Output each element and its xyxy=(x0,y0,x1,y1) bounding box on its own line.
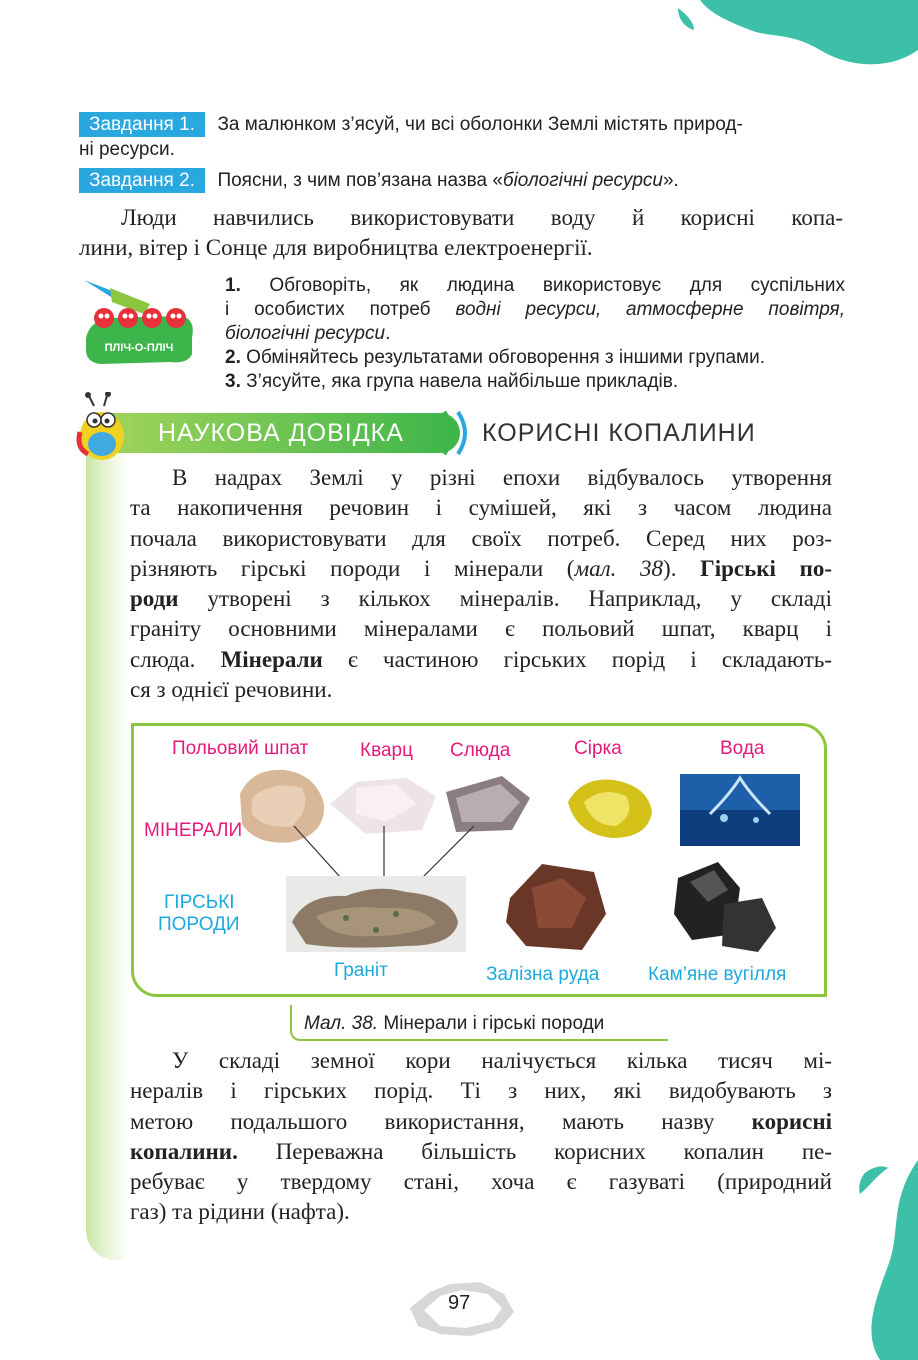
discussion-item-1-line-3: біологічні ресурси. xyxy=(225,323,391,344)
label-feldspar: Польовий шпат xyxy=(172,738,309,759)
label-quartz: Кварц xyxy=(360,740,413,761)
reference-header-stripes xyxy=(438,410,474,456)
label-coal: Кам’яне вугілля xyxy=(648,964,787,985)
corner-decoration-right xyxy=(830,1160,918,1360)
row-label-minerals: МІНЕРАЛИ xyxy=(144,820,243,841)
water-image xyxy=(680,774,800,846)
pair-work-label: ПЛІЧ-О-ПЛІЧ xyxy=(104,342,174,354)
paragraph-1: В надрах Землі у різні епохи відбувалось утворення та накопичення речовин і сумішей, які з часом людина почала використовувати для своїх потреб. Серед них роз- різняють гірські породи і мінерали (мал. 38). Гірські по- роди утворені з кількох мінералів. Наприклад, у складі граніту основними мінералами є польовий шпат, кварц і слюда. Мінерали є частиною гірських порід і складають- ся з однієї речовини. xyxy=(130,465,832,703)
task-2-text: Поясни, з чим пов’язана назва «біологічні ресурси». xyxy=(217,170,679,191)
discussion-item-2: 2. Обміняйтесь результатами обговорення з іншими групами. xyxy=(225,347,766,368)
task-1-label: Завдання 1. xyxy=(79,112,205,137)
label-granite: Граніт xyxy=(334,960,388,981)
pair-work-badge xyxy=(80,278,198,368)
task-2-label: Завдання 2. xyxy=(79,168,205,193)
label-mica: Слюда xyxy=(450,740,511,761)
reference-label: НАУКОВА ДОВІДКА xyxy=(158,419,404,447)
mascot-bug-icon xyxy=(74,392,134,464)
reference-title: КОРИСНІ КОПАЛИНИ xyxy=(482,419,756,447)
label-water: Вода xyxy=(720,738,765,759)
iron-ore-image xyxy=(502,858,610,956)
pair-work-icon xyxy=(80,278,198,368)
page-number: 97 xyxy=(448,1292,471,1314)
task-1-text-cont: ні ресурси. xyxy=(79,139,175,160)
intro-paragraph: Люди навчились використовувати воду й корисні копа- лини, вітер і Сонце для виробництва електроенергії. xyxy=(79,205,843,261)
task-1 xyxy=(79,112,849,138)
row-label-rocks-2: ПОРОДИ xyxy=(158,914,240,935)
coal-image xyxy=(668,858,778,956)
label-iron-ore: Залізна руда xyxy=(486,964,600,985)
sulfur-image xyxy=(562,772,656,842)
corner-decoration-top xyxy=(660,0,918,80)
label-sulfur: Сірка xyxy=(574,738,622,759)
task-1-text: За малюнком з’ясуй, чи всі оболонки Землі містять природ- xyxy=(217,114,743,135)
discussion-item-1-line-1: 1. Обговоріть, як людина використовує для суспільних xyxy=(225,275,845,296)
row-label-rocks-1: ГІРСЬКІ xyxy=(164,892,235,913)
task-2 xyxy=(79,168,849,194)
paragraph-2: У складі земної кори налічується кілька тисяч мі- нералів і гірських порід. Ті з них, які видобувають з метою подальшого використання, мають назву корисні копалини. Переважна більшість корисних копалин пе- ребуває у твердому стані, хоча є газуваті (природний газ) та рідини (нафта). xyxy=(130,1048,832,1225)
granite-image xyxy=(286,876,466,952)
discussion-list xyxy=(225,274,845,394)
discussion-item-3: 3. З’ясуйте, яка група навела найбільше прикладів. xyxy=(225,371,679,392)
discussion-item-1-line-2: і особистих потреб водні ресурси, атмосферне повітря, xyxy=(225,299,845,320)
figure-38 xyxy=(131,723,827,997)
figure-caption-text: Мал. 38. Мінерали і гірські породи xyxy=(304,1013,605,1034)
